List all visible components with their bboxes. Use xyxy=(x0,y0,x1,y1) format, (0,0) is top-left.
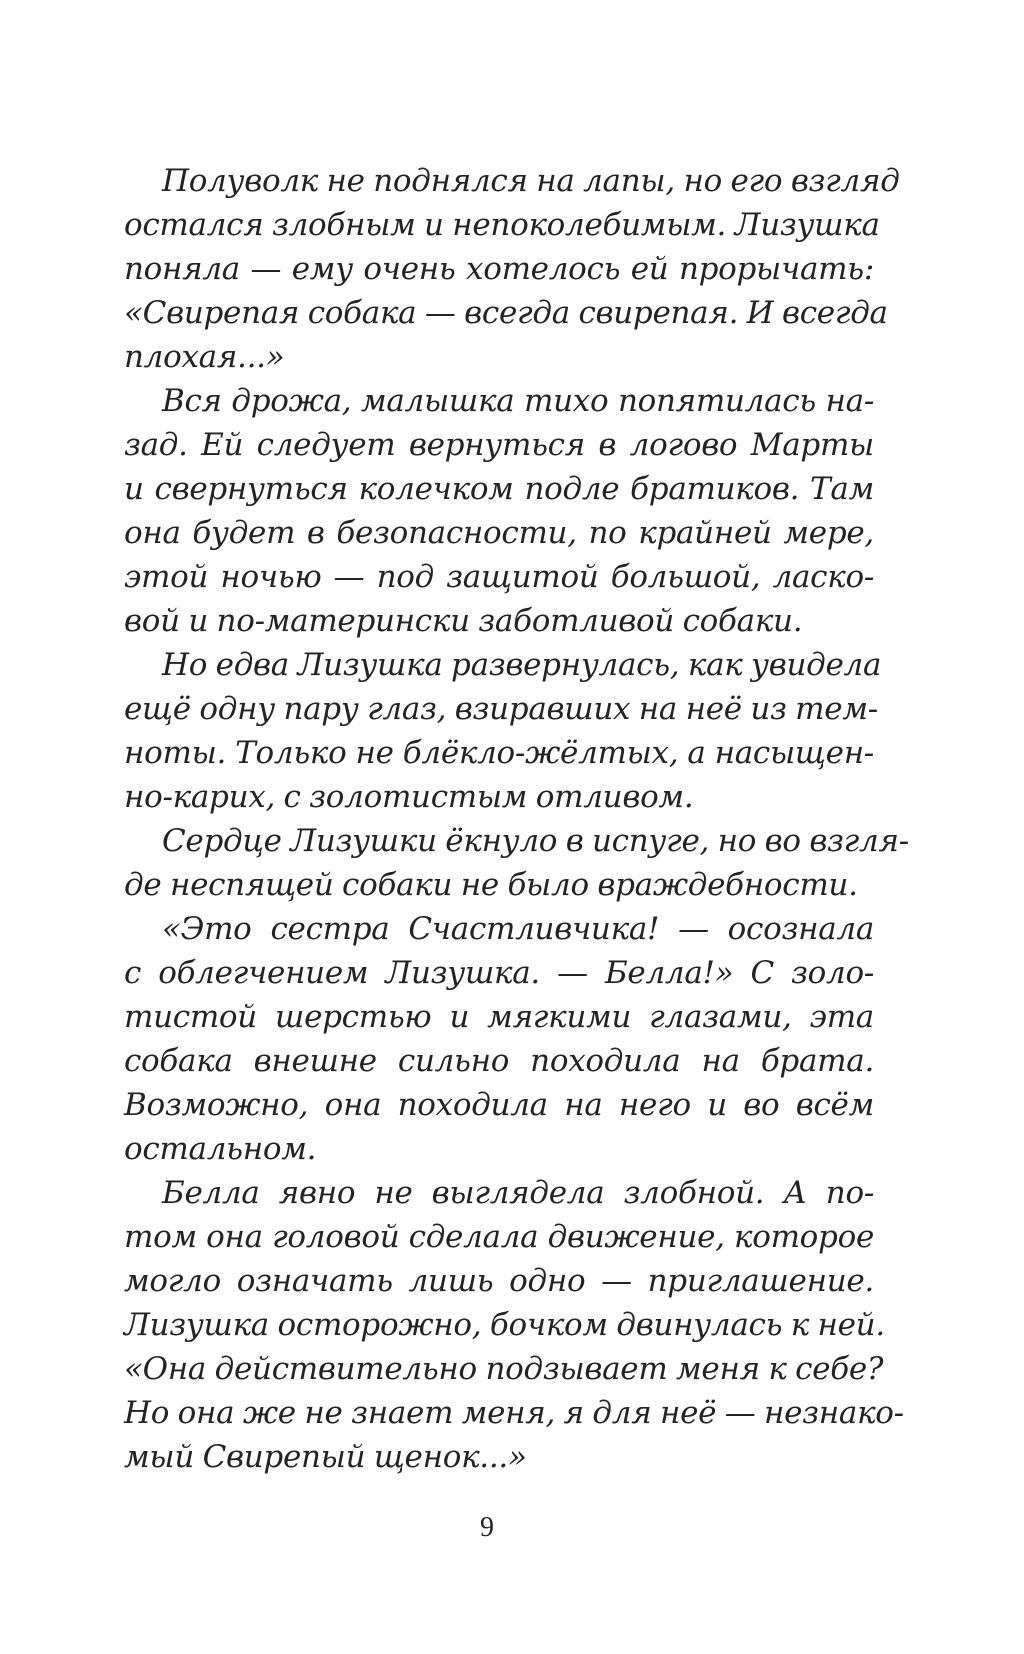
text-line: тистой шерстью и мягкими глазами, эта xyxy=(124,999,874,1035)
text-line: Возможно, она походила на него и во всём xyxy=(124,1087,874,1123)
text-line: поняла — ему очень хотелось ей прорычать: xyxy=(124,251,874,287)
text-line: Лизушка осторожно, бочком двинулась к ней. xyxy=(124,1307,885,1343)
text-line: том она головой сделала движение, которое xyxy=(124,1219,874,1255)
text-line: остальном. xyxy=(124,1131,317,1167)
text-line: плохая...» xyxy=(124,339,285,375)
text-line: Полуволк не поднялся на лапы, но его взгляд xyxy=(162,163,900,199)
text-line: собака внешне сильно походила на брата. xyxy=(124,1043,874,1079)
text-line: зад. Ей следует вернуться в логово Марты xyxy=(124,427,874,463)
text-line: она будет в безопасности, по крайней мере, xyxy=(124,515,874,551)
text-line: остался злобным и непоколебимым. Лизушка xyxy=(124,207,880,243)
text-line: Белла явно не выглядела злобной. А по- xyxy=(162,1175,874,1211)
text-line: «Она действительно подзывает меня к себе? xyxy=(124,1351,884,1387)
text-line: Но едва Лизушка развернулась, как увидела xyxy=(162,647,882,683)
text-line: де неспящей собаки не было враждебности. xyxy=(124,867,858,903)
text-line: «Это сестра Счастливчика! — осознала xyxy=(162,911,874,947)
text-line: с облегчением Лизушка. — Белла!» С золо- xyxy=(124,955,874,991)
text-line: ноты. Только не блёкло-жёлтых, а насыщен- xyxy=(124,735,874,771)
text-line: мый Свирепый щенок...» xyxy=(124,1439,527,1475)
page-number: 9 xyxy=(480,1512,494,1543)
text-line: и свернуться колечком подле братиков. Там xyxy=(124,471,874,507)
text-line: могло означать лишь одно — приглашение. xyxy=(124,1263,874,1299)
text-line: ещё одну пару глаз, взиравших на неё из тем- xyxy=(124,691,878,727)
text-line: но-карих, с золотистым отливом. xyxy=(124,779,694,815)
text-line: Сердце Лизушки ёкнуло в испуге, но во взгля- xyxy=(162,823,909,859)
text-line: «Свирепая собака — всегда свирепая. И всегда xyxy=(124,295,888,331)
text-line: вой и по-матерински заботливой собаки. xyxy=(124,603,803,639)
text-line: этой ночью — под защитой большой, ласко- xyxy=(124,559,874,595)
text-line: Но она же не знает меня, я для неё — незнако- xyxy=(124,1395,904,1431)
text-line: Вся дрожа, малышка тихо попятилась на- xyxy=(162,383,874,419)
